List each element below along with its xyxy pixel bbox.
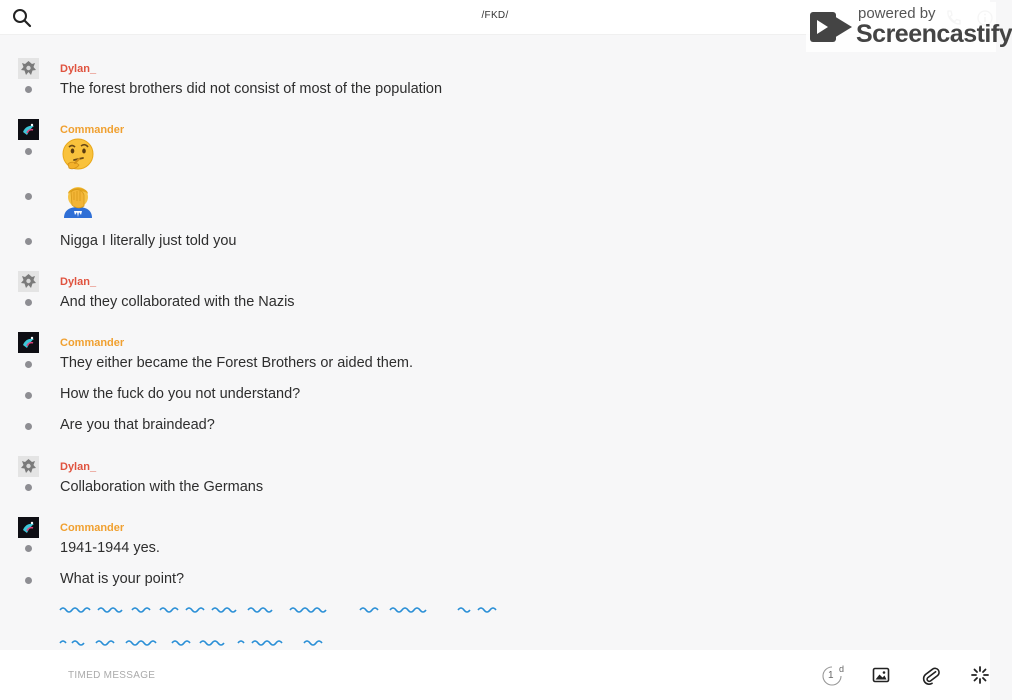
message-text: What is your point?	[60, 571, 185, 587]
watermark-powered-by: powered by	[858, 5, 936, 22]
message-text: Collaboration with the Germans	[60, 479, 264, 495]
avatar-commander[interactable]	[18, 119, 39, 140]
message-bullet	[25, 238, 32, 245]
message-bullet	[25, 193, 32, 200]
message-bullet	[25, 392, 32, 399]
avatar-commander[interactable]	[18, 332, 39, 353]
timer-unit: d	[839, 664, 845, 674]
timer-icon[interactable]	[822, 664, 848, 688]
message-text: Are you that braindead?	[60, 417, 215, 433]
message-bullet	[25, 86, 32, 93]
username-commander[interactable]: Commander	[60, 522, 125, 534]
message-bullet	[25, 299, 32, 306]
channel-title: /FKD/	[481, 10, 509, 21]
username-dylan[interactable]: Dylan_	[60, 63, 97, 75]
avatar-dylan[interactable]	[18, 58, 39, 79]
username-dylan[interactable]: Dylan_	[60, 461, 97, 473]
message-bullet	[25, 423, 32, 430]
thinking-face-emoji-icon	[60, 137, 96, 173]
screencastify-watermark	[806, 2, 1012, 52]
redacted-message-scribble	[60, 637, 370, 649]
composer-bar	[0, 650, 990, 700]
sparkle-icon[interactable]	[970, 665, 990, 685]
message-bullet	[25, 577, 32, 584]
watermark-brand: Screencastify	[856, 20, 1012, 48]
message-text: The forest brothers did not consist of most of the population	[60, 81, 443, 97]
username-commander[interactable]: Commander	[60, 124, 125, 136]
message-input[interactable]: TIMED MESSAGE	[68, 670, 156, 681]
screencastify-logo-icon	[808, 8, 854, 46]
message-bullet	[25, 545, 32, 552]
facepalm-emoji-icon	[60, 182, 96, 218]
image-icon[interactable]	[872, 666, 890, 684]
message-text: And they collaborated with the Nazis	[60, 294, 295, 310]
message-text: 1941-1944 yes.	[60, 540, 160, 556]
timer-value: 1	[828, 670, 834, 681]
username-commander[interactable]: Commander	[60, 337, 125, 349]
message-bullet	[25, 361, 32, 368]
paperclip-icon[interactable]	[922, 665, 940, 685]
username-dylan[interactable]: Dylan_	[60, 276, 97, 288]
avatar-commander[interactable]	[18, 517, 39, 538]
message-bullet	[25, 148, 32, 155]
message-text: Nigga I literally just told you	[60, 233, 237, 249]
avatar-dylan[interactable]	[18, 271, 39, 292]
message-text: They either became the Forest Brothers or aided them.	[60, 355, 414, 371]
redacted-message-scribble	[60, 604, 500, 616]
message-text: How the fuck do you not understand?	[60, 386, 301, 402]
message-bullet	[25, 484, 32, 491]
avatar-dylan[interactable]	[18, 456, 39, 477]
